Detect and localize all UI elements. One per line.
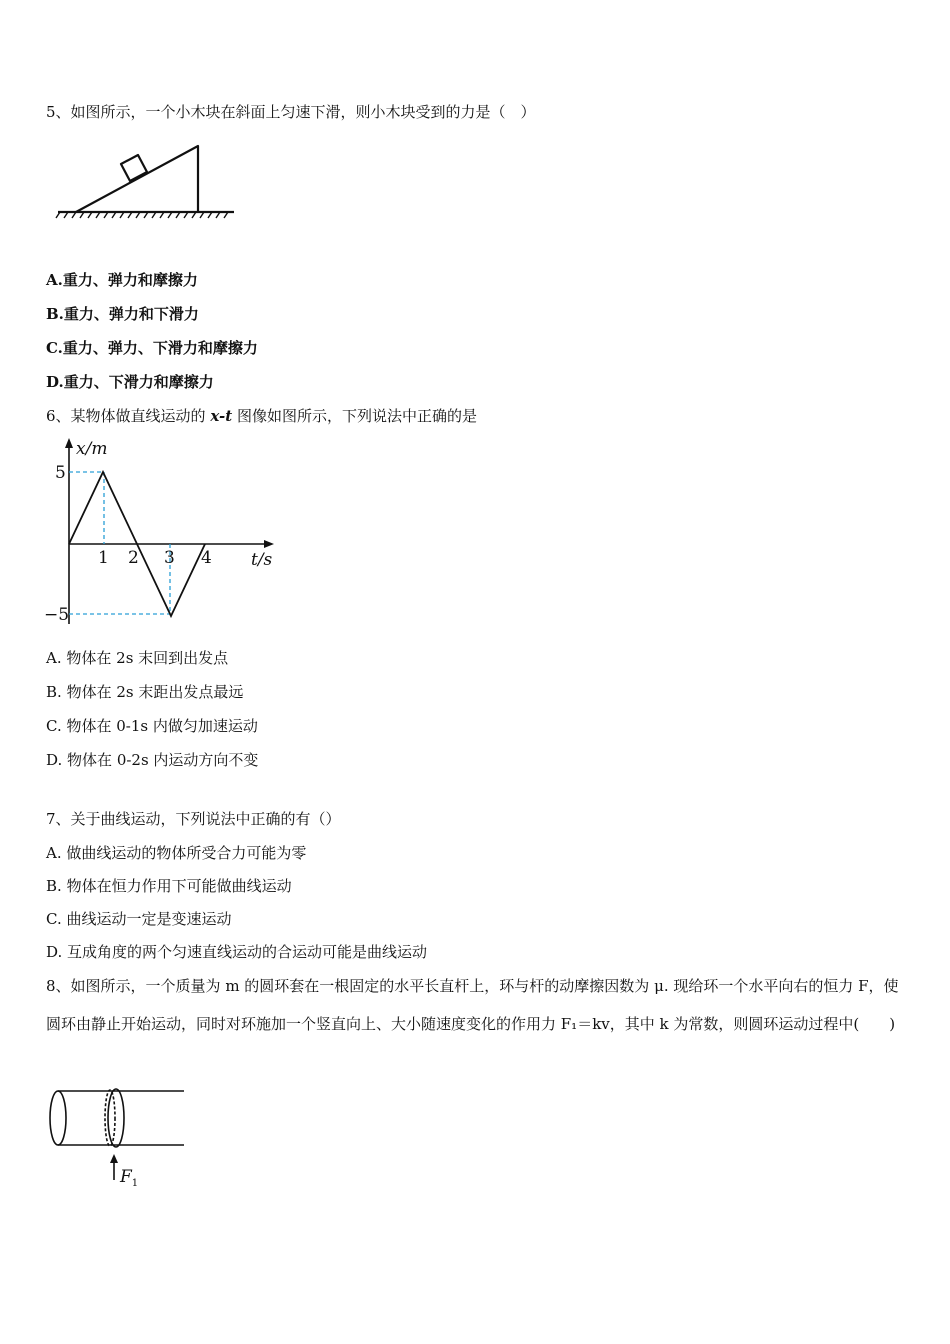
force-label: $F_1$ xyxy=(120,1167,139,1189)
q6-option-a: A. 物体在 2s 末回到出发点 xyxy=(46,649,229,667)
q5-option-b: B.重力、弹力和下滑力 xyxy=(46,305,199,323)
q5-stem: 5、如图所示，一个小木块在斜面上匀速下滑，则小木块受到的力是（ ） xyxy=(46,103,536,121)
q6-stem: 6、某物体做直线运动的 x-t 图像如图所示，下列说法中正确的是 xyxy=(46,407,477,425)
x-tick-1: 1 xyxy=(98,548,109,568)
q6-option-c: C. 物体在 0-1s 内做匀加速运动 xyxy=(46,717,258,735)
q5-option-d: D.重力、下滑力和摩擦力 xyxy=(46,373,214,391)
q5-option-c: C.重力、弹力、下滑力和摩擦力 xyxy=(46,339,258,357)
q6-option-d: D. 物体在 0-2s 内运动方向不变 xyxy=(46,751,259,769)
force-arrow-head xyxy=(110,1154,118,1163)
x-axis-arrow xyxy=(264,540,274,548)
y-axis-arrow xyxy=(65,438,73,448)
incline-figure xyxy=(54,142,238,222)
y-tick-5: 5 xyxy=(55,463,66,483)
ring-front xyxy=(108,1089,124,1147)
xt-graph xyxy=(44,434,284,630)
q7-option-d: D. 互成角度的两个匀速直线运动的合运动可能是曲线运动 xyxy=(46,943,428,961)
q7-option-c: C. 曲线运动一定是变速运动 xyxy=(46,910,232,928)
guide-lines xyxy=(69,472,170,614)
x-axis-label: t/s xyxy=(251,550,273,570)
wooden-block xyxy=(121,155,147,181)
q7-stem: 7、关于曲线运动，下列说法中正确的有（） xyxy=(46,810,341,828)
x-tick-4: 4 xyxy=(201,548,212,568)
q8-stem: 8、如图所示，一个质量为 m 的圆环套在一根固定的水平长直杆上，环与杆的动摩擦因数为 μ. 现给环一个水平向右的恒力 F，使圆环由静止开始运动，同时对环施加一个竖直向上、大小随速度变化的作用力 F₁＝kv，其中 k 为常数，则圆环运动过程中( ) xyxy=(46,977,899,1033)
q6-option-b: B. 物体在 2s 末距出发点最远 xyxy=(46,683,244,701)
q7-option-b: B. 物体在恒力作用下可能做曲线运动 xyxy=(46,877,292,895)
q7-option-a: A. 做曲线运动的物体所受合力可能为零 xyxy=(46,844,307,862)
x-tick-3: 3 xyxy=(164,548,175,568)
y-tick-neg5: −5 xyxy=(44,605,70,625)
ring-rod-figure xyxy=(44,1084,194,1194)
q5-option-a: A.重力、弹力和摩擦力 xyxy=(46,271,198,289)
rod-end xyxy=(50,1091,66,1145)
x-tick-2: 2 xyxy=(128,548,139,568)
y-axis-label: x/m xyxy=(76,439,108,459)
